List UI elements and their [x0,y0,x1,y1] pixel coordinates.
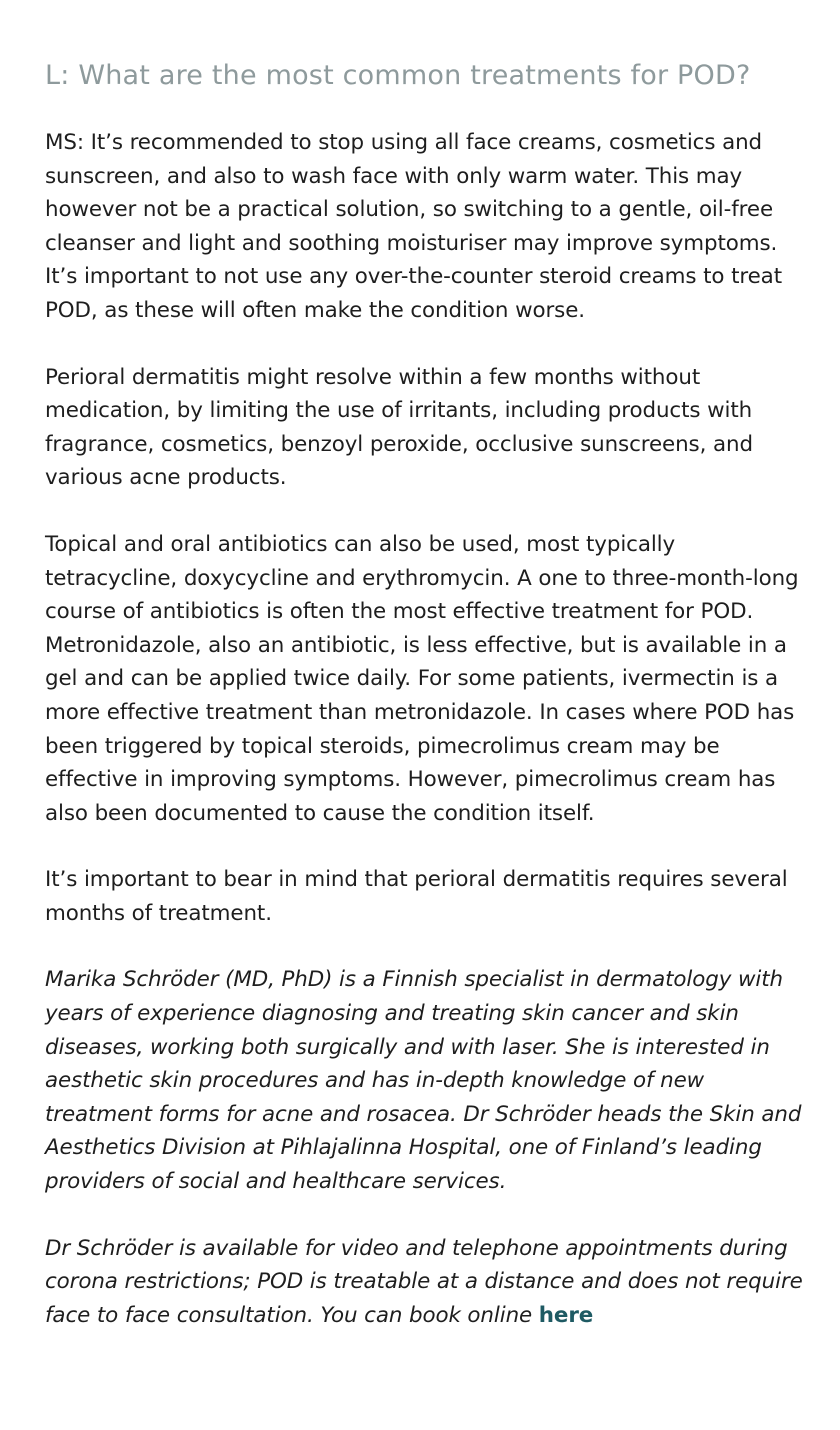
availability-text: Dr Schröder is available for video and telephone appointments during corona restrictions; POD is treatable at a distance and does not require face to face consultation. You can book online [45,1235,803,1328]
answer-paragraph-1: MS: It’s recommended to stop using all face creams, cosmetics and sunscreen, and also to wash face with only warm water. This may however not be a practical solution, so switching to a gentle, oil-free cleanser and light and soothing moisturiser may improve symptoms. It’s important to not use any over-the-counter steroid creams to treat POD, as these will often make the condition worse. [45,130,782,323]
author-bio: Marika Schröder (MD, PhD) is a Finnish specialist in dermatology with years of experience diagnosing and treating skin cancer and skin diseases, working both surgically and with laser. She is interested in aesthetic skin procedures and has in-depth knowledge of new treatment forms for acne and rosacea. Dr Schröder heads the Skin and Aesthetics Division at Pihlajalinna Hospital, one of Finland’s leading providers of social and healthcare services. [45,967,802,1195]
availability-note [45,1232,805,1333]
article-content [45,56,805,1365]
answer-paragraph-2: Perioral dermatitis might resolve within a few months without medication, by limiting the use of irritants, including products with fragrance, cosmetics, benzoyl peroxide, occlusive sunscreens, and various acne products. [45,364,753,491]
book-online-link[interactable]: here [538,1302,594,1328]
answer-paragraph-3: Topical and oral antibiotics can also be used, most typically tetracycline, doxycycline and erythromycin. A one to three-month-long course of antibiotics is often the most effective treatment for POD. Metronidazole, also an antibiotic, is less effective, but is available in a gel and can be applied twice daily. For some patients, ivermectin is a more effective treatment than metronidazole. In cases where POD has been triggered by topical steroids, pimecrolimus cream may be effective in improving symptoms. However, pimecrolimus cream has also been documented to cause the condition itself. [45,531,799,826]
answer-paragraph-4: It’s important to bear in mind that perioral dermatitis requires several months of treatment. [45,867,788,926]
question-heading: L: What are the most common treatments for POD? [45,60,751,91]
